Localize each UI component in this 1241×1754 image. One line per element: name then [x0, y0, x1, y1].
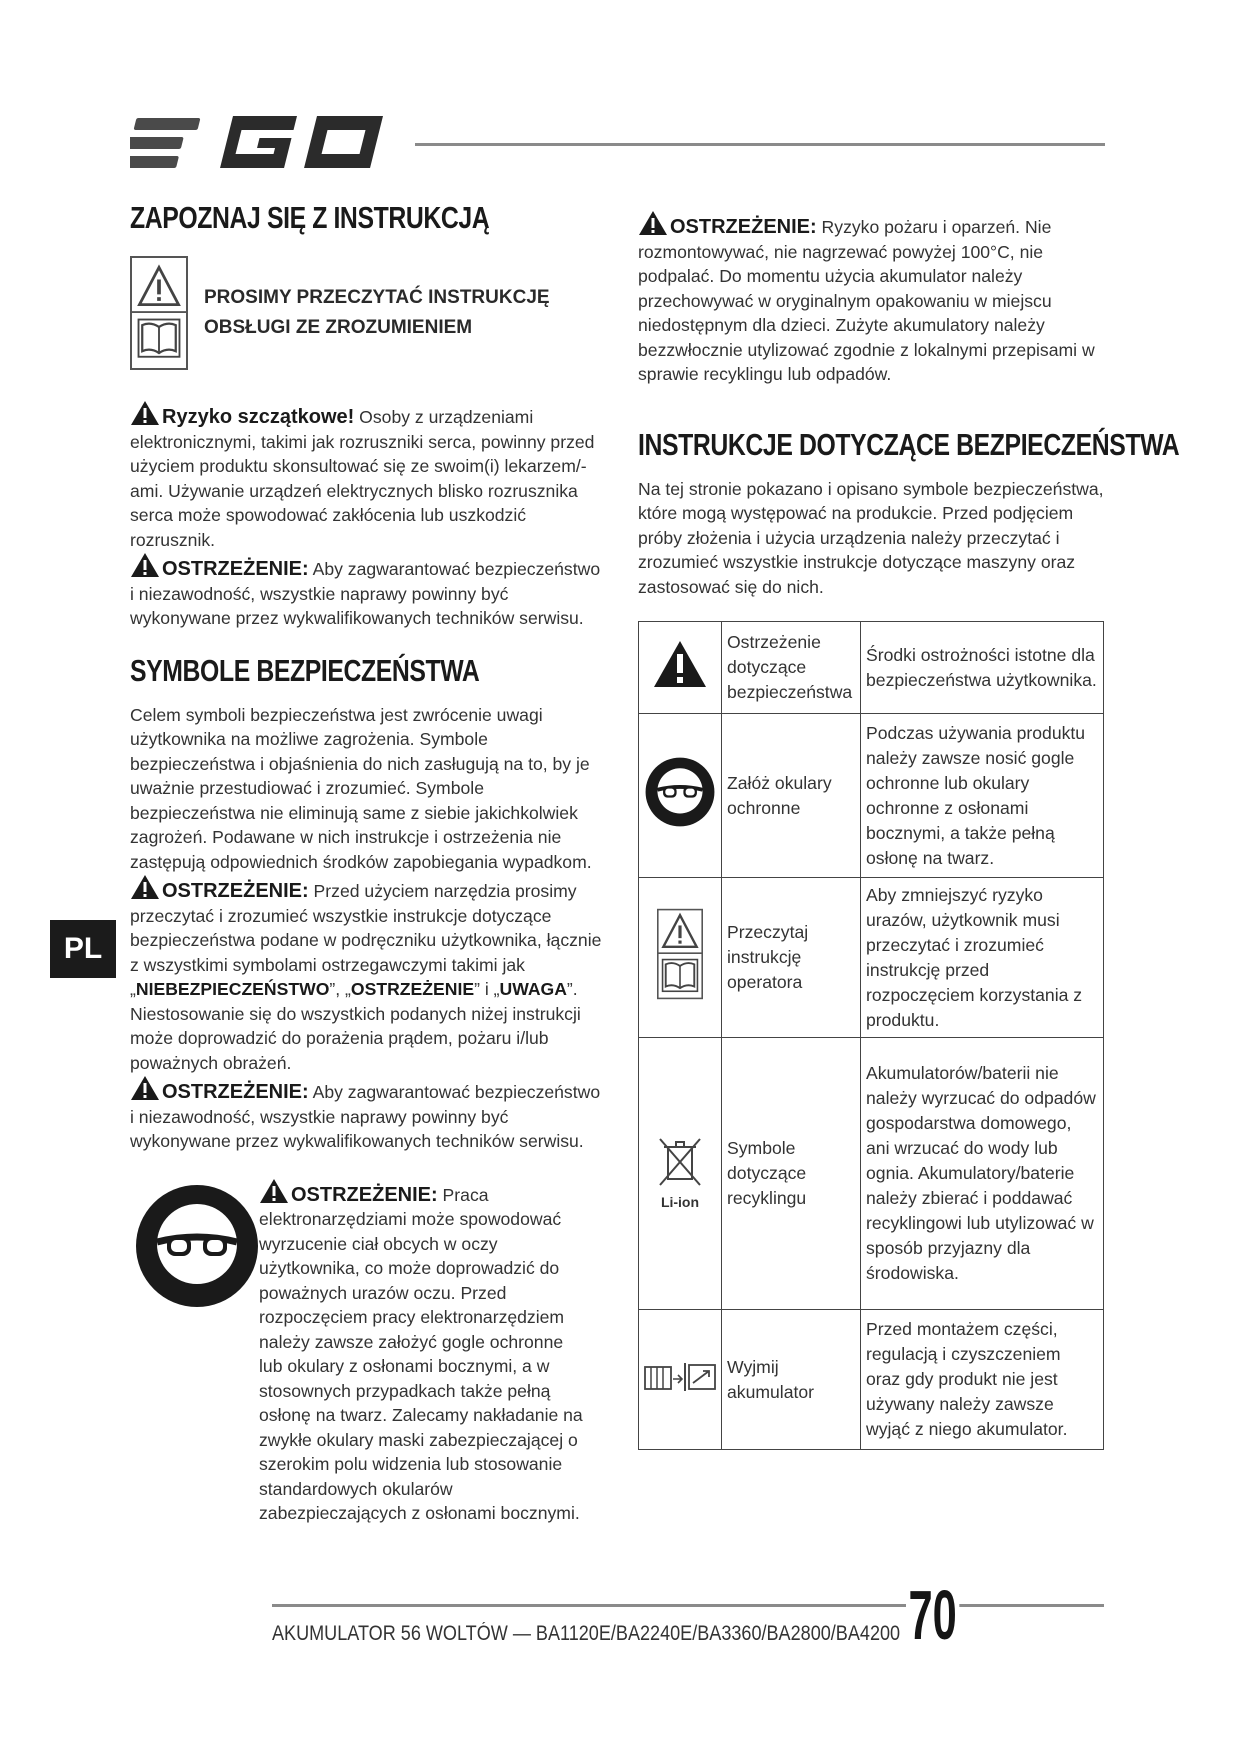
table-row — [639, 622, 1104, 714]
warning-read-paragraph — [130, 874, 602, 1075]
safety-goggles-icon — [135, 1184, 259, 1308]
warning-triangle-icon — [130, 1075, 160, 1101]
read-box-line1: PROSIMY PRZECZYTAĆ INSTRUKCJĘ — [204, 287, 550, 308]
warning-label: OSTRZEŻENIE: — [162, 1081, 309, 1103]
keyword-caution: UWAGA — [499, 979, 567, 999]
warning-label: OSTRZEŻENIE: — [162, 558, 309, 580]
read-instructions-heading: ZAPOZNAJ SIĘ Z INSTRUKCJĄ — [130, 200, 490, 235]
warning-repairs-paragraph — [130, 552, 602, 631]
symbol-name: Wyjmij akumulator — [722, 1310, 861, 1450]
symbol-cell — [639, 714, 722, 878]
warning-text: Aby zagwarantować bezpieczeństwo i niezawodność, wszystkie naprawy powinny być wykonywane przez wykwalifikowanych techników serwisu. — [130, 1082, 601, 1151]
safety-symbols-paragraph: Celem symboli bezpieczeństwa jest zwrócenie uwagi użytkownika na możliwe zagrożenia. Symbole bezpieczeństwa i objaśnienia do nich zasługują na to, by je uważnie przestudiować i zrozumieć. Symbole bezpieczeństwa nie eliminują same z siebie jakichkolwiek zagrożeń. Podawane w nich instrukcje i ostrzeżenia nie zastępują odpowiednich środków zapobiegania wypadkom. — [130, 704, 592, 872]
read-manual-icon — [657, 899, 703, 1009]
symbol-description: Środki ostrożności istotne dla bezpieczeństwa użytkownika. — [861, 622, 1104, 714]
li-ion-caption: Li-ion — [660, 1194, 700, 1210]
residual-risk-text: Osoby z urządzeniami elektronicznymi, takimi jak rozruszniki serca, powinny przed użyciem produktu skonsultować się ze swoim(i) lekarzem/-ami. Używanie urządzeń elektrycznych blisko rozrusznika serca może spowodować zakłócenia lub uszkodzić rozrusznik. — [130, 407, 595, 550]
warning-triangle-icon — [130, 874, 160, 900]
warning-triangle-icon — [638, 210, 668, 236]
symbol-cell — [639, 1310, 722, 1450]
footer-rule — [272, 1604, 1104, 1607]
goggles-warning — [130, 1178, 602, 1526]
warning-triangle-icon — [130, 400, 160, 426]
symbol-cell — [639, 878, 722, 1038]
right-column — [638, 210, 1180, 1450]
warning-label: OSTRZEŻENIE: — [162, 880, 309, 902]
warning-triangle-icon — [259, 1178, 289, 1204]
symbol-description: Przed montażem części, regulacją i czyszczeniem oraz gdy produkt nie jest używany należy zawsze wyjąć z niego akumulator. — [861, 1310, 1104, 1450]
warning-text: ”, „ — [329, 979, 351, 999]
warning-text: Praca elektronarzędziami może spowodować wyrzucenie ciał obcych w oczy użytkownika, co może doprowadzić do poważnych urazów oczu. Przed rozpoczęciem pracy elektronarzędziem należy zawsze założyć gogle ochronne lub okulary z osłonami bocznymi, a w stosownych przypadkach także pełną osłonę na twarz. Zalecamy nakładanie na zwykłe okulary maski zabezpieczającej o szerokim polu widzenia lub stosowanie standardowych okularów zabezpieczających z osłonami bocznymi. — [259, 1184, 583, 1523]
keyword-warning: OSTRZEŻENIE — [350, 979, 475, 999]
symbol-description: Akumulatorów/baterii nie należy wyrzucać do odpadów gospodarstwa domowego, ani wrzucać do wody lub ognia. Akumulatory/baterie należy zbierać i poddawać recyklingowi lub utylizować w sposób przyjazny dla środowiska. — [861, 1038, 1104, 1310]
safety-symbols-table — [638, 621, 1104, 1450]
safety-instructions-paragraph: Na tej stronie pokazano i opisano symbole bezpieczeństwa, które mogą występować na produkcie. Przed podjęciem próby złożenia i użycia urządzenia należy przeczytać i zrozumieć wszystkie instrukcje dotyczące maszyny oraz zastosować się do nich. — [638, 478, 1104, 597]
remove-battery-icon — [643, 1359, 717, 1393]
read-manual-icon — [130, 256, 188, 370]
warning-triangle-icon — [130, 552, 160, 578]
fire-warning-paragraph — [638, 210, 1108, 387]
footer-model-text: AKUMULATOR 56 WOLTÓW — BA1120E/BA2240E/BA3360/BA2800/BA4200 — [272, 1622, 901, 1645]
warning-label: OSTRZEŻENIE: — [670, 216, 817, 238]
residual-risk-paragraph — [130, 400, 602, 552]
page-number: 70 — [906, 1580, 959, 1650]
goggles-warning-text — [259, 1178, 589, 1526]
safety-symbols-heading: SYMBOLE BEZPIECZEŃSTWA — [130, 652, 480, 688]
symbol-name: Załóż okulary ochronne — [722, 714, 861, 878]
recycling-bin-icon — [656, 1137, 704, 1187]
read-box-line2: OBSŁUGI ZE ZROZUMIENIEM — [204, 317, 473, 338]
symbol-name: Symbole dotyczące recyklingu — [722, 1038, 861, 1310]
symbol-name: Ostrzeżenie dotyczące bezpieczeństwa — [722, 622, 861, 714]
symbol-description: Aby zmniejszyć ryzyko urazów, użytkownik musi przeczytać i zrozumieć instrukcję przed rozpoczęciem korzystania z produktu. — [861, 878, 1104, 1038]
table-row — [639, 1038, 1104, 1310]
symbol-name: Przeczytaj instrukcję operatora — [722, 878, 861, 1038]
warning-text: Aby zagwarantować bezpieczeństwo i niezawodność, wszystkie naprawy powinny być wykonywane przez wykwalifikowanych techników serwisu. — [130, 559, 601, 628]
table-row — [639, 714, 1104, 878]
symbol-cell — [639, 622, 722, 714]
keyword-danger: NIEBEZPIECZEŃSTWO — [135, 979, 330, 999]
language-tab: PL — [50, 920, 116, 978]
residual-risk-label: Ryzyko szczątkowe! — [162, 406, 355, 428]
safety-instructions-heading: INSTRUKCJE DOTYCZĄCE BEZPIECZEŃSTWA — [638, 426, 1180, 462]
left-column — [130, 200, 602, 1526]
table-row — [639, 878, 1104, 1038]
table-row — [639, 1310, 1104, 1450]
warning-text: Przed użyciem narzędzia prosimy przeczytać i zrozumieć wszystkie instrukcje dotyczące bezpieczeństwa podane w podręczniku użytkownika, łącznie z wszystkimi symbolami ostrzegawczymi takimi jak „ — [130, 881, 602, 999]
header-rule — [415, 143, 1105, 146]
warning-triangle-icon — [652, 639, 708, 689]
warning-repairs-paragraph-2 — [130, 1075, 602, 1154]
warning-text: ”. Niestosowanie się do wszystkich podanych niżej instrukcji może doprowadzić do porażenia prądem, pożaru i/lub poważnych obrażeń. — [130, 979, 581, 1073]
warning-text: ” i „ — [474, 979, 500, 999]
warning-text: Ryzyko pożaru i oparzeń. Nie rozmontowywać, nie nagrzewać powyżej 100°C, nie podpalać. Do momentu użycia akumulator należy przechowywać w oryginalnym opakowaniu w miejscu niedostępnym dla dzieci. Zużyte akumulatory należy bezzwłocznie utylizować zgodnie z lokalnymi przepisami w sprawie recyklingu lub odpadów. — [638, 217, 1095, 384]
warning-label: OSTRZEŻENIE: — [291, 1183, 438, 1206]
ego-logo — [130, 112, 392, 174]
symbol-cell — [639, 1038, 722, 1310]
read-manual-box — [130, 256, 602, 370]
safety-goggles-icon — [645, 757, 715, 827]
symbol-description: Podczas używania produktu należy zawsze nosić gogle ochronne lub okulary ochronne z osłonami bocznymi, a także pełną osłonę na twarz. — [861, 714, 1104, 878]
